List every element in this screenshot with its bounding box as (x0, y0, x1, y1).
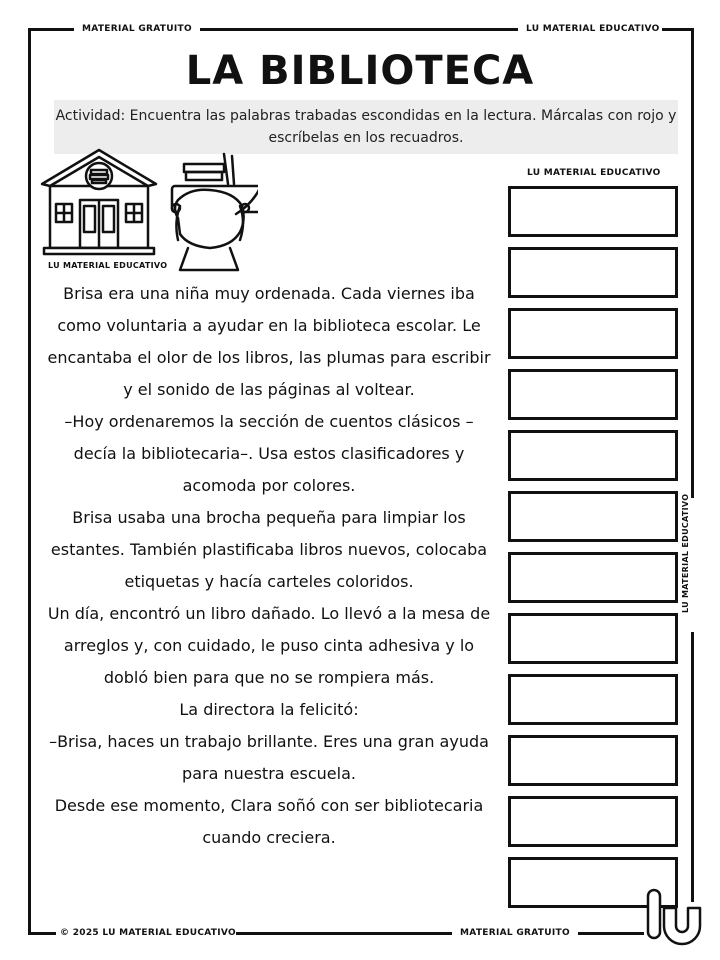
reading-paragraph: Desde ese momento, Clara soñó con ser bibliotecaria cuando creciera. (54, 796, 484, 847)
activity-instructions: Actividad: Encuentra las palabras trabadas escondidas en la lectura. Márcalas con rojo y escríbelas en los recuadros. (54, 100, 678, 154)
answer-box[interactable] (508, 735, 678, 786)
reading-paragraph: Un día, encontró un libro dañado. Lo llevó a la mesa de arreglos y, con cuidado, le puso cinta adhesiva y lo dobló bien para que no se rompiera más. (47, 604, 491, 687)
page-title: LA BIBLIOTECA (185, 48, 535, 94)
header-tag-right: LU MATERIAL EDUCATIVO (526, 24, 660, 34)
answer-box[interactable] (508, 796, 678, 847)
answer-box[interactable] (508, 308, 678, 359)
frame-top-left-line (28, 28, 74, 31)
answer-box[interactable] (508, 186, 678, 237)
library-building-icon (42, 150, 156, 254)
reading-paragraph: –Hoy ordenaremos la sección de cuentos clásicos –decía la bibliotecaria–. Usa estos clasificadores y acomoda por colores. (64, 412, 474, 495)
reading-paragraph: La directora la felicitó: (179, 700, 359, 719)
footer-tag-right: MATERIAL GRATUITO (460, 928, 570, 938)
reading-paragraph: Brisa usaba una brocha pequeña para limpiar los estantes. También plastificaba libros nuevos, colocaba etiquetas y hacía carteles coloridos. (50, 508, 488, 591)
vertical-side-label: LU MATERIAL EDUCATIVO (681, 493, 690, 613)
footer-copyright: © 2025 LU MATERIAL EDUCATIVO (60, 928, 236, 938)
reading-passage (46, 278, 492, 854)
answer-area-label: LU MATERIAL EDUCATIVO (527, 168, 661, 178)
frame-bottom-left-line (28, 932, 56, 935)
frame-bottom-middle-line (236, 932, 452, 935)
frame-top-right-line (662, 28, 694, 31)
frame-right-lower-line (691, 632, 694, 902)
frame-bottom-right-line (578, 932, 644, 935)
answer-box[interactable] (508, 552, 678, 603)
lu-logo-icon (644, 886, 702, 946)
answer-box[interactable] (508, 369, 678, 420)
header-tag-left: MATERIAL GRATUITO (82, 24, 192, 34)
reading-paragraph: –Brisa, haces un trabajo brillante. Eres una gran ayuda para nuestra escuela. (49, 732, 489, 783)
frame-left-line (28, 28, 31, 934)
answer-boxes (508, 186, 678, 918)
answer-box[interactable] (508, 491, 678, 542)
illustration-caption: LU MATERIAL EDUCATIVO (48, 261, 168, 270)
library-illustration (38, 148, 258, 274)
frame-right-line (691, 28, 694, 498)
frame-top-middle-line (200, 28, 518, 31)
answer-box[interactable] (508, 613, 678, 664)
girl-with-books-icon (172, 154, 258, 270)
answer-box[interactable] (508, 247, 678, 298)
answer-box[interactable] (508, 674, 678, 725)
reading-paragraph: Brisa era una niña muy ordenada. Cada viernes iba como voluntaria a ayudar en la biblioteca escolar. Le encantaba el olor de los libros, las plumas para escribir y el sonido de las páginas al voltear. (47, 284, 491, 399)
answer-box[interactable] (508, 430, 678, 481)
